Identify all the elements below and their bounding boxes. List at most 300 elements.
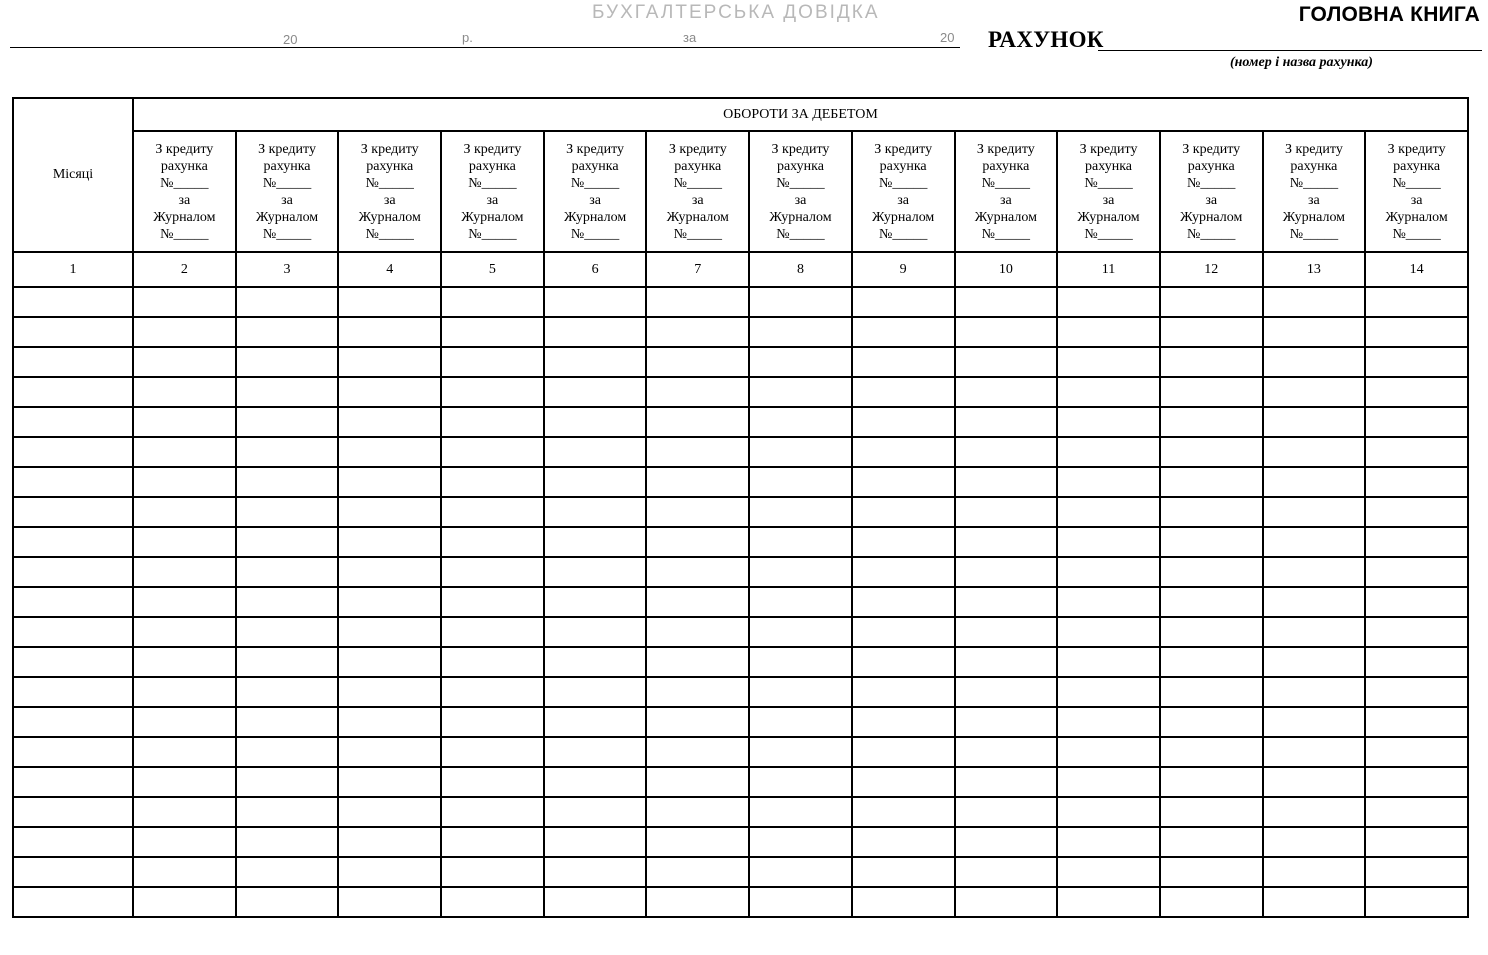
- amount-cell[interactable]: [441, 827, 544, 857]
- amount-cell[interactable]: [544, 377, 647, 407]
- amount-cell[interactable]: [646, 437, 749, 467]
- amount-cell[interactable]: [133, 737, 236, 767]
- amount-cell[interactable]: [1365, 587, 1468, 617]
- amount-cell[interactable]: [1057, 347, 1160, 377]
- amount-cell[interactable]: [852, 407, 955, 437]
- amount-cell[interactable]: [544, 767, 647, 797]
- amount-cell[interactable]: [852, 557, 955, 587]
- amount-cell[interactable]: [338, 767, 441, 797]
- amount-cell[interactable]: [1263, 557, 1366, 587]
- amount-cell[interactable]: [133, 557, 236, 587]
- amount-cell[interactable]: [1365, 827, 1468, 857]
- amount-cell[interactable]: [1160, 407, 1263, 437]
- amount-cell[interactable]: [646, 647, 749, 677]
- amount-cell[interactable]: [544, 617, 647, 647]
- amount-cell[interactable]: [441, 347, 544, 377]
- amount-cell[interactable]: [544, 647, 647, 677]
- amount-cell[interactable]: [1160, 497, 1263, 527]
- amount-cell[interactable]: [749, 467, 852, 497]
- amount-cell[interactable]: [955, 707, 1058, 737]
- amount-cell[interactable]: [236, 377, 339, 407]
- amount-cell[interactable]: [955, 677, 1058, 707]
- amount-cell[interactable]: [1160, 557, 1263, 587]
- faded-date-mark: 20: [940, 30, 955, 45]
- amount-cell[interactable]: [955, 557, 1058, 587]
- month-cell[interactable]: [13, 857, 133, 887]
- amount-cell[interactable]: [749, 887, 852, 917]
- amount-cell[interactable]: [441, 617, 544, 647]
- amount-cell[interactable]: [749, 527, 852, 557]
- amount-cell[interactable]: [749, 317, 852, 347]
- amount-cell[interactable]: [1365, 857, 1468, 887]
- amount-cell[interactable]: [852, 617, 955, 647]
- amount-cell[interactable]: [955, 647, 1058, 677]
- amount-cell[interactable]: [749, 767, 852, 797]
- amount-cell[interactable]: [852, 287, 955, 317]
- amount-cell[interactable]: [1365, 557, 1468, 587]
- month-cell[interactable]: [13, 377, 133, 407]
- amount-cell[interactable]: [1160, 377, 1263, 407]
- amount-cell[interactable]: [955, 497, 1058, 527]
- amount-cell[interactable]: [852, 377, 955, 407]
- amount-cell[interactable]: [646, 527, 749, 557]
- amount-cell[interactable]: [955, 437, 1058, 467]
- account-fill-line[interactable]: [1098, 50, 1482, 51]
- amount-cell[interactable]: [749, 557, 852, 587]
- amount-cell[interactable]: [544, 887, 647, 917]
- amount-cell[interactable]: [646, 767, 749, 797]
- month-cell[interactable]: [13, 587, 133, 617]
- amount-cell[interactable]: [955, 467, 1058, 497]
- amount-cell[interactable]: [646, 467, 749, 497]
- amount-cell[interactable]: [852, 797, 955, 827]
- amount-cell[interactable]: [1263, 797, 1366, 827]
- amount-cell[interactable]: [646, 677, 749, 707]
- amount-cell[interactable]: [1365, 767, 1468, 797]
- amount-cell[interactable]: [236, 527, 339, 557]
- amount-cell[interactable]: [955, 767, 1058, 797]
- amount-cell[interactable]: [1365, 437, 1468, 467]
- amount-cell[interactable]: [544, 467, 647, 497]
- amount-cell[interactable]: [236, 557, 339, 587]
- amount-cell[interactable]: [646, 497, 749, 527]
- amount-cell[interactable]: [955, 287, 1058, 317]
- amount-cell[interactable]: [1160, 437, 1263, 467]
- amount-cell[interactable]: [1263, 467, 1366, 497]
- amount-cell[interactable]: [441, 407, 544, 437]
- amount-cell[interactable]: [1263, 497, 1366, 527]
- amount-cell[interactable]: [441, 497, 544, 527]
- amount-cell[interactable]: [1365, 467, 1468, 497]
- amount-cell[interactable]: [441, 587, 544, 617]
- amount-cell[interactable]: [1160, 797, 1263, 827]
- amount-cell[interactable]: [133, 887, 236, 917]
- month-cell[interactable]: [13, 707, 133, 737]
- month-cell[interactable]: [13, 497, 133, 527]
- amount-cell[interactable]: [1057, 497, 1160, 527]
- amount-cell[interactable]: [646, 707, 749, 737]
- amount-cell[interactable]: [1365, 347, 1468, 377]
- amount-cell[interactable]: [544, 317, 647, 347]
- amount-cell[interactable]: [749, 287, 852, 317]
- amount-cell[interactable]: [338, 527, 441, 557]
- amount-cell[interactable]: [236, 617, 339, 647]
- amount-cell[interactable]: [1057, 737, 1160, 767]
- amount-cell[interactable]: [749, 737, 852, 767]
- amount-cell[interactable]: [544, 437, 647, 467]
- amount-cell[interactable]: [1160, 287, 1263, 317]
- amount-cell[interactable]: [955, 347, 1058, 377]
- amount-cell[interactable]: [1263, 317, 1366, 347]
- amount-cell[interactable]: [646, 857, 749, 887]
- table-row: [13, 647, 1468, 677]
- amount-cell[interactable]: [646, 587, 749, 617]
- amount-cell[interactable]: [338, 737, 441, 767]
- amount-cell[interactable]: [338, 857, 441, 887]
- amount-cell[interactable]: [646, 797, 749, 827]
- amount-cell[interactable]: [1160, 617, 1263, 647]
- amount-cell[interactable]: [236, 737, 339, 767]
- amount-cell[interactable]: [1263, 677, 1366, 707]
- amount-cell[interactable]: [236, 677, 339, 707]
- amount-cell[interactable]: [338, 557, 441, 587]
- amount-cell[interactable]: [749, 437, 852, 467]
- amount-cell[interactable]: [1263, 887, 1366, 917]
- amount-cell[interactable]: [441, 287, 544, 317]
- amount-cell[interactable]: [852, 317, 955, 347]
- amount-cell[interactable]: [544, 347, 647, 377]
- amount-cell[interactable]: [852, 887, 955, 917]
- amount-cell[interactable]: [236, 767, 339, 797]
- amount-cell[interactable]: [749, 587, 852, 617]
- amount-cell[interactable]: [955, 407, 1058, 437]
- amount-cell[interactable]: [441, 767, 544, 797]
- amount-cell[interactable]: [1263, 827, 1366, 857]
- amount-cell[interactable]: [1057, 527, 1160, 557]
- amount-cell[interactable]: [1160, 467, 1263, 497]
- amount-cell[interactable]: [1263, 617, 1366, 647]
- amount-cell[interactable]: [236, 467, 339, 497]
- amount-cell[interactable]: [852, 527, 955, 557]
- amount-cell[interactable]: [1365, 497, 1468, 527]
- date-fill-line: [10, 47, 960, 48]
- amount-cell[interactable]: [1263, 767, 1366, 797]
- amount-cell[interactable]: [852, 347, 955, 377]
- amount-cell[interactable]: [236, 887, 339, 917]
- amount-cell[interactable]: [646, 317, 749, 347]
- amount-cell[interactable]: [544, 737, 647, 767]
- amount-cell[interactable]: [1263, 707, 1366, 737]
- amount-cell[interactable]: [852, 647, 955, 677]
- amount-cell[interactable]: [236, 287, 339, 317]
- amount-cell[interactable]: [338, 887, 441, 917]
- amount-cell[interactable]: [441, 527, 544, 557]
- amount-cell[interactable]: [544, 497, 647, 527]
- amount-cell[interactable]: [133, 827, 236, 857]
- amount-cell[interactable]: [1057, 557, 1160, 587]
- amount-cell[interactable]: [1365, 317, 1468, 347]
- amount-cell[interactable]: [338, 467, 441, 497]
- amount-cell[interactable]: [955, 857, 1058, 887]
- month-cell[interactable]: [13, 767, 133, 797]
- amount-cell[interactable]: [1365, 617, 1468, 647]
- amount-cell[interactable]: [441, 377, 544, 407]
- amount-cell[interactable]: [441, 737, 544, 767]
- amount-cell[interactable]: [1057, 467, 1160, 497]
- amount-cell[interactable]: [133, 497, 236, 527]
- amount-cell[interactable]: [133, 797, 236, 827]
- amount-cell[interactable]: [544, 677, 647, 707]
- amount-cell[interactable]: [646, 827, 749, 857]
- amount-cell[interactable]: [1263, 647, 1366, 677]
- amount-cell[interactable]: [852, 467, 955, 497]
- amount-cell[interactable]: [1160, 527, 1263, 557]
- month-cell[interactable]: [13, 287, 133, 317]
- amount-cell[interactable]: [133, 767, 236, 797]
- amount-cell[interactable]: [236, 587, 339, 617]
- amount-cell[interactable]: [1160, 347, 1263, 377]
- month-cell[interactable]: [13, 407, 133, 437]
- amount-cell[interactable]: [1263, 527, 1366, 557]
- amount-cell[interactable]: [133, 587, 236, 617]
- month-cell[interactable]: [13, 527, 133, 557]
- amount-cell[interactable]: [544, 827, 647, 857]
- amount-cell[interactable]: [1160, 707, 1263, 737]
- amount-cell[interactable]: [338, 497, 441, 527]
- amount-cell[interactable]: [1160, 317, 1263, 347]
- amount-cell[interactable]: [1365, 737, 1468, 767]
- amount-cell[interactable]: [1263, 437, 1366, 467]
- amount-cell[interactable]: [338, 437, 441, 467]
- amount-cell[interactable]: [1263, 287, 1366, 317]
- amount-cell[interactable]: [338, 587, 441, 617]
- amount-cell[interactable]: [441, 437, 544, 467]
- amount-cell[interactable]: [133, 347, 236, 377]
- amount-cell[interactable]: [749, 407, 852, 437]
- amount-cell[interactable]: [749, 497, 852, 527]
- amount-cell[interactable]: [955, 737, 1058, 767]
- amount-cell[interactable]: [441, 467, 544, 497]
- amount-cell[interactable]: [338, 797, 441, 827]
- month-cell[interactable]: [13, 557, 133, 587]
- amount-cell[interactable]: [441, 887, 544, 917]
- amount-cell[interactable]: [441, 797, 544, 827]
- amount-cell[interactable]: [1057, 587, 1160, 617]
- amount-cell[interactable]: [441, 317, 544, 347]
- amount-cell[interactable]: [133, 317, 236, 347]
- month-cell[interactable]: [13, 827, 133, 857]
- amount-cell[interactable]: [441, 677, 544, 707]
- amount-cell[interactable]: [236, 827, 339, 857]
- amount-cell[interactable]: [133, 857, 236, 887]
- amount-cell[interactable]: [441, 647, 544, 677]
- amount-cell[interactable]: [749, 827, 852, 857]
- amount-cell[interactable]: [338, 827, 441, 857]
- amount-cell[interactable]: [133, 377, 236, 407]
- amount-cell[interactable]: [1263, 377, 1366, 407]
- amount-cell[interactable]: [1263, 347, 1366, 377]
- amount-cell[interactable]: [852, 437, 955, 467]
- amount-cell[interactable]: [236, 317, 339, 347]
- amount-cell[interactable]: [133, 677, 236, 707]
- amount-cell[interactable]: [1057, 827, 1160, 857]
- amount-cell[interactable]: [646, 887, 749, 917]
- amount-cell[interactable]: [1160, 767, 1263, 797]
- amount-cell[interactable]: [955, 527, 1058, 557]
- amount-cell[interactable]: [1160, 857, 1263, 887]
- amount-cell[interactable]: [1160, 737, 1263, 767]
- amount-cell[interactable]: [133, 407, 236, 437]
- amount-cell[interactable]: [749, 617, 852, 647]
- amount-cell[interactable]: [749, 857, 852, 887]
- amount-cell[interactable]: [1057, 437, 1160, 467]
- amount-cell[interactable]: [852, 707, 955, 737]
- amount-cell[interactable]: [338, 407, 441, 437]
- amount-cell[interactable]: [133, 437, 236, 467]
- month-cell[interactable]: [13, 737, 133, 767]
- amount-cell[interactable]: [852, 767, 955, 797]
- amount-cell[interactable]: [1365, 707, 1468, 737]
- amount-cell[interactable]: [236, 497, 339, 527]
- amount-cell[interactable]: [133, 287, 236, 317]
- amount-cell[interactable]: [955, 377, 1058, 407]
- amount-cell[interactable]: [544, 587, 647, 617]
- amount-cell[interactable]: [1057, 617, 1160, 647]
- amount-cell[interactable]: [1057, 647, 1160, 677]
- amount-cell[interactable]: [1160, 677, 1263, 707]
- amount-cell[interactable]: [338, 287, 441, 317]
- amount-cell[interactable]: [441, 707, 544, 737]
- amount-cell[interactable]: [544, 557, 647, 587]
- amount-cell[interactable]: [1057, 677, 1160, 707]
- amount-cell[interactable]: [1263, 737, 1366, 767]
- amount-cell[interactable]: [1365, 887, 1468, 917]
- amount-cell[interactable]: [1365, 677, 1468, 707]
- amount-cell[interactable]: [441, 857, 544, 887]
- amount-cell[interactable]: [236, 407, 339, 437]
- amount-cell[interactable]: [1263, 587, 1366, 617]
- amount-cell[interactable]: [852, 587, 955, 617]
- amount-cell[interactable]: [1057, 407, 1160, 437]
- amount-cell[interactable]: [133, 647, 236, 677]
- amount-cell[interactable]: [544, 287, 647, 317]
- amount-cell[interactable]: [646, 287, 749, 317]
- amount-cell[interactable]: [338, 617, 441, 647]
- amount-cell[interactable]: [236, 647, 339, 677]
- amount-cell[interactable]: [133, 617, 236, 647]
- month-cell[interactable]: [13, 677, 133, 707]
- amount-cell[interactable]: [1365, 287, 1468, 317]
- amount-cell[interactable]: [1057, 707, 1160, 737]
- amount-cell[interactable]: [1057, 377, 1160, 407]
- amount-cell[interactable]: [1160, 647, 1263, 677]
- amount-cell[interactable]: [955, 587, 1058, 617]
- amount-cell[interactable]: [1365, 407, 1468, 437]
- amount-cell[interactable]: [955, 317, 1058, 347]
- month-cell[interactable]: [13, 467, 133, 497]
- amount-cell[interactable]: [852, 827, 955, 857]
- amount-cell[interactable]: [133, 707, 236, 737]
- amount-cell[interactable]: [1365, 377, 1468, 407]
- amount-cell[interactable]: [133, 467, 236, 497]
- amount-cell[interactable]: [133, 527, 236, 557]
- credit-column-header: [1365, 131, 1468, 252]
- amount-cell[interactable]: [1057, 857, 1160, 887]
- amount-cell[interactable]: [646, 557, 749, 587]
- amount-cell[interactable]: [1057, 887, 1160, 917]
- amount-cell[interactable]: [338, 317, 441, 347]
- amount-cell[interactable]: [1263, 857, 1366, 887]
- amount-cell[interactable]: [544, 527, 647, 557]
- amount-cell[interactable]: [1160, 827, 1263, 857]
- amount-cell[interactable]: [646, 617, 749, 647]
- amount-cell[interactable]: [646, 407, 749, 437]
- amount-cell[interactable]: [338, 707, 441, 737]
- amount-cell[interactable]: [646, 347, 749, 377]
- amount-cell[interactable]: [749, 797, 852, 827]
- amount-cell[interactable]: [544, 797, 647, 827]
- amount-cell[interactable]: [236, 857, 339, 887]
- month-cell[interactable]: [13, 887, 133, 917]
- amount-cell[interactable]: [852, 857, 955, 887]
- amount-cell[interactable]: [852, 677, 955, 707]
- amount-cell[interactable]: [749, 647, 852, 677]
- amount-cell[interactable]: [852, 497, 955, 527]
- amount-cell[interactable]: [1160, 587, 1263, 617]
- credit-column-line5: Журналом: [666, 209, 729, 225]
- amount-cell[interactable]: [544, 857, 647, 887]
- amount-cell[interactable]: [1057, 797, 1160, 827]
- amount-cell[interactable]: [441, 557, 544, 587]
- amount-cell[interactable]: [749, 707, 852, 737]
- amount-cell[interactable]: [955, 887, 1058, 917]
- month-cell[interactable]: [13, 347, 133, 377]
- amount-cell[interactable]: [1057, 767, 1160, 797]
- amount-cell[interactable]: [236, 797, 339, 827]
- month-cell[interactable]: [13, 437, 133, 467]
- amount-cell[interactable]: [1057, 287, 1160, 317]
- amount-cell[interactable]: [749, 347, 852, 377]
- amount-cell[interactable]: [1365, 527, 1468, 557]
- amount-cell[interactable]: [955, 617, 1058, 647]
- amount-cell[interactable]: [955, 797, 1058, 827]
- amount-cell[interactable]: [338, 347, 441, 377]
- amount-cell[interactable]: [1365, 797, 1468, 827]
- amount-cell[interactable]: [338, 647, 441, 677]
- amount-cell[interactable]: [749, 677, 852, 707]
- amount-cell[interactable]: [1365, 647, 1468, 677]
- month-cell[interactable]: [13, 617, 133, 647]
- month-cell[interactable]: [13, 317, 133, 347]
- amount-cell[interactable]: [236, 707, 339, 737]
- amount-cell[interactable]: [852, 737, 955, 767]
- amount-cell[interactable]: [1160, 887, 1263, 917]
- amount-cell[interactable]: [749, 377, 852, 407]
- amount-cell[interactable]: [1263, 407, 1366, 437]
- amount-cell[interactable]: [544, 407, 647, 437]
- amount-cell[interactable]: [236, 347, 339, 377]
- amount-cell[interactable]: [338, 677, 441, 707]
- amount-cell[interactable]: [544, 707, 647, 737]
- amount-cell[interactable]: [338, 377, 441, 407]
- amount-cell[interactable]: [955, 827, 1058, 857]
- month-cell[interactable]: [13, 647, 133, 677]
- amount-cell[interactable]: [646, 377, 749, 407]
- amount-cell[interactable]: [236, 437, 339, 467]
- amount-cell[interactable]: [646, 737, 749, 767]
- month-cell[interactable]: [13, 797, 133, 827]
- amount-cell[interactable]: [1057, 317, 1160, 347]
